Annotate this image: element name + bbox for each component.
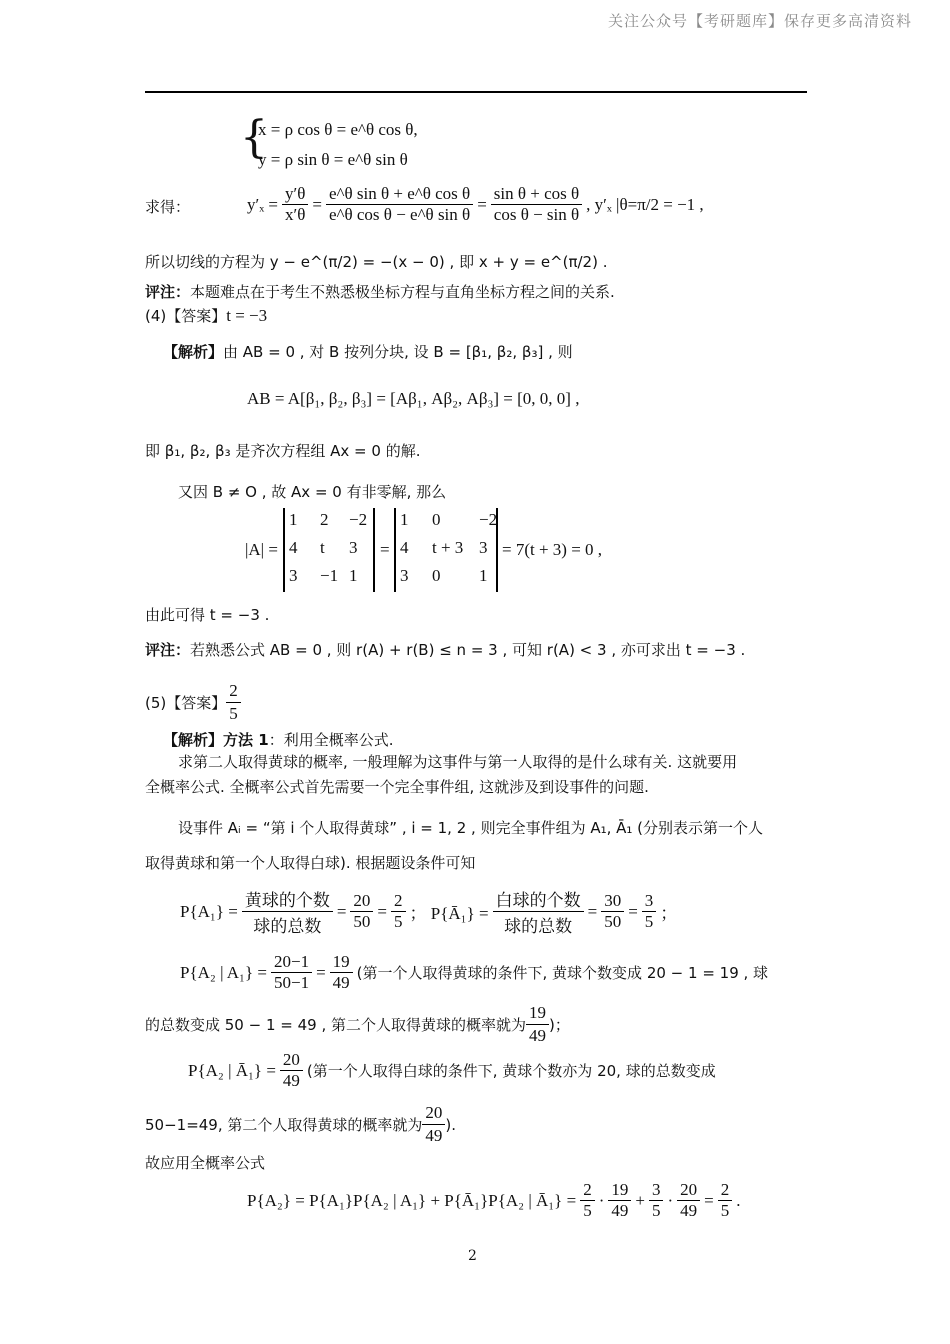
prob-note: 50−1=49, 第二个人取得黄球的概率就为 [145,1115,423,1134]
prob-note: 的总数变成 50 − 1 = 49 , 第二个人取得黄球的概率就为 [145,1015,527,1034]
prob-note: (第一个人取得黄球的条件下, 黄球个数变成 20 − 1 = 19 , 球 [356,964,769,982]
det-cell: 2 [320,510,329,529]
prob-lhs: ； P{Ā₁} = [409,904,489,923]
det-cell: t [320,538,325,557]
final-operator: = [704,1190,714,1210]
det-lhs: |A| = [245,540,278,559]
system-brace: { [240,112,268,163]
analysis-label: 【解析】 [163,731,224,749]
analysis-label: 【解析】 [163,343,224,361]
frac-num: 30 [604,891,622,910]
frac-num: 19 [529,1003,547,1022]
det-cell: 1 [349,566,358,585]
final-tail: . [736,1190,741,1210]
frac-den: 5 [391,911,406,932]
comment-2 [145,639,745,661]
frac-num: e^θ sin θ + e^θ cos θ [328,184,471,203]
det2-left-bar [394,508,396,592]
prob-a1-line: P{A₁} = $\frac{\text{黄球的个数}}{\text{球的总数}}$ = $\frac{20}{50}$ = $\frac{2}{5}$ ； P{Ā₁} = $\frac{\text{白球的个数}}{\text{球的总数}}$ = $\frac{30}{50}$ = $\frac{3}{5}$ ； [180,886,677,937]
final-fraction [580,1180,595,1221]
frac-num: 20 [353,891,371,910]
prob-a2-given-a1: P{A₂ | A₁} = $\frac{20-1}{50-1}$ = $\frac{19}{49}$ (第一个人取得黄球的条件下, 黄球个数变成 20 − 1 = 19 , 球 [180,952,769,992]
frac-num: 20 [282,1050,300,1069]
frac-den: 球的总数 [242,911,333,937]
frac-den: 49 [526,1024,549,1047]
det-cell: −2 [479,510,498,529]
q4-analysis [163,341,573,363]
det-rhs: = 7(t + 3) = 0 , [502,540,603,559]
qiude-label: 求得： [145,198,191,216]
method-label: 方法 1 [223,731,269,749]
header-rule [145,91,807,93]
det1-right-bar [373,508,375,592]
final-operator: · [598,1190,605,1210]
q5-answer [145,680,241,725]
frac-den: 球的总数 [493,911,584,937]
frac-den: 5 [642,911,657,932]
q4-label: (4)【答案】 [145,307,227,325]
prob-a2b-note-cont [145,1102,456,1147]
frac-den: 5 [649,1200,664,1221]
det-cell: 4 [289,538,298,557]
comment-label: 评注： [145,641,191,659]
det-cell: 1 [289,510,298,529]
q5-para2-b: 取得黄球和第一个人取得白球). 根据题设条件可知 [145,854,476,872]
q5-para1-b: 全概率公式. 全概率公式首先需要一个完全事件组, 这就涉及到设事件的问题. [145,778,649,796]
final-fraction [608,1180,631,1221]
prob-lhs: P{A₂ | Ā₁} = [188,1060,276,1080]
q4-answer [145,305,267,327]
det-cell: 3 [400,566,409,585]
prob-lhs: P{A₁} = [180,901,238,921]
frac-num: 20 [680,1180,698,1199]
frac-den: 50 [350,911,373,932]
prob-lhs: P{A₂ | A₁} = [180,962,267,982]
frac-num: y′θ [285,184,306,203]
q5-label: (5)【答案】 [145,693,227,712]
frac-den: x′θ [282,204,308,225]
det-cell: 0 [432,510,441,529]
frac-den: 49 [677,1200,700,1221]
det1-left-bar [283,508,285,592]
q4-youci: 由此可得 t = −3 . [145,606,270,624]
det-cell: 3 [289,566,298,585]
final-fraction [677,1180,700,1221]
prob-a2-given-not-a1 [188,1050,716,1091]
prob-note-tail: ). [445,1115,457,1134]
frac-den: 49 [330,972,353,993]
det-cell: −1 [320,566,339,585]
frac-den: 49 [422,1124,445,1147]
det-cell: 3 [479,538,488,557]
system-eq-1: x = ρ cos θ = e^θ cos θ, [258,120,418,139]
deriv-tail: , y′ₓ |θ=π/2 = −1 , [586,194,704,214]
frac-num: 19 [332,952,350,971]
frac-num: 黄球的个数 [244,891,330,911]
frac-den: 5 [226,702,241,725]
derivative-equation: y′ₓ = $\frac{y'\theta}{x'\theta}$ = $\frac{\text{e\textasciicircum{}θ sin θ + e\textasciicircum{}θ cos θ}}{\text{e\textasciicircum{}θ cos θ − e\textasciicircum{}θ sin θ}}$ = $\frac{\text{sin θ + cos θ}}{\text{cos θ − sin θ}}$ , y′ₓ |θ=π/2 = −1 , [247,184,704,224]
q5-analysis [163,729,393,751]
comment-label: 评注： [145,283,191,301]
frac-den: 50 [601,911,624,932]
q5-para1-a: 求第二人取得黄球的概率, 一般理解为这事件与第一人取得的是什么球有关. 这就要用 [178,753,738,771]
comment-1 [145,281,615,303]
frac-num: 2 [720,1180,730,1199]
prob-a2-note-cont [145,1002,570,1047]
det-cell: 0 [432,566,441,585]
watermark: 关注公众号【考研题库】保存更多高清资料 [607,12,912,30]
analysis-text: 由 AB = 0 , 对 B 按列分块, 设 B = [β₁, β₂, β₃] , 则 [223,343,573,361]
det-cell: −2 [349,510,368,529]
q4-block-equation: AB = A[β₁, β₂, β₃] = [Aβ₁, Aβ₂, Aβ₃] = [0, 0, 0] , [247,389,580,408]
comment-text: 若熟悉公式 AB = 0 , 则 r(A) + r(B) ≤ n = 3 , 可知 r(A) < 3 , 亦可求出 t = −3 . [190,641,746,659]
q4-value: t = −3 [226,306,268,325]
frac-num: 19 [611,1180,629,1199]
final-lhs: P{A₂} = P{A₁}P{A₂ | A₁} + P{Ā₁}P{A₂ | Ā₁} = [247,1190,577,1210]
frac-num: 20 [425,1103,443,1122]
frac-num: 2 [583,1180,592,1199]
final-operator: + [635,1190,645,1210]
tangent-line: 所以切线的方程为 y − e^(π/2) = −(x − 0) , 即 x + y = e^(π/2) . [145,253,608,271]
frac-num: 白球的个数 [495,891,581,911]
final-fraction [718,1180,733,1221]
deriv-lhs: y′ₓ = [247,194,278,214]
system-eq-2: y = ρ sin θ = e^θ sin θ [258,150,408,169]
frac-num: sin θ + cos θ [493,184,580,203]
q5-gu: 故应用全概率公式 [145,1154,266,1172]
det-equals: = [380,540,390,559]
final-fraction [649,1180,664,1221]
method-text: ：利用全概率公式. [268,731,394,749]
prob-note-tail: )； [549,1015,570,1034]
det-cell: 1 [479,566,488,585]
frac-num: 20−1 [273,952,310,971]
comment-text: 本题难点在于考生不熟悉极坐标方程与直角坐标方程之间的关系. [190,283,615,301]
frac-den: cos θ − sin θ [491,204,582,225]
frac-den: e^θ cos θ − e^θ sin θ [326,204,473,225]
q4-ji: 即 β₁, β₂, β₃ 是齐次方程组 Ax = 0 的解. [145,442,421,460]
frac-num: 3 [651,1180,661,1199]
det-cell: 1 [400,510,409,529]
frac-den: 50−1 [271,972,312,993]
page-number: 2 [468,1248,477,1264]
total-probability-equation [247,1180,740,1221]
det-cell: 3 [349,538,358,557]
q5-para2-a: 设事件 Aᵢ = “第 i 个人取得黄球” , i = 1, 2 , 则完全事件组为 A₁, Ā₁ (分别表示第一个人 [178,819,764,837]
final-operator: · [667,1190,674,1210]
frac-den: 49 [280,1070,303,1091]
det-cell: 4 [400,538,409,557]
frac-num: 2 [394,891,403,910]
frac-num: 3 [644,891,654,910]
frac-den: 5 [718,1200,733,1221]
det-cell: t + 3 [432,538,464,557]
frac-num: 2 [229,681,238,700]
frac-den: 49 [608,1200,631,1221]
frac-den: 5 [580,1200,595,1221]
q4-youyin: 又因 B ≠ O , 故 Ax = 0 有非零解, 那么 [178,483,447,501]
prob-note: (第一个人取得白球的条件下, 黄球个数亦为 20, 球的总数变成 [306,1062,716,1080]
